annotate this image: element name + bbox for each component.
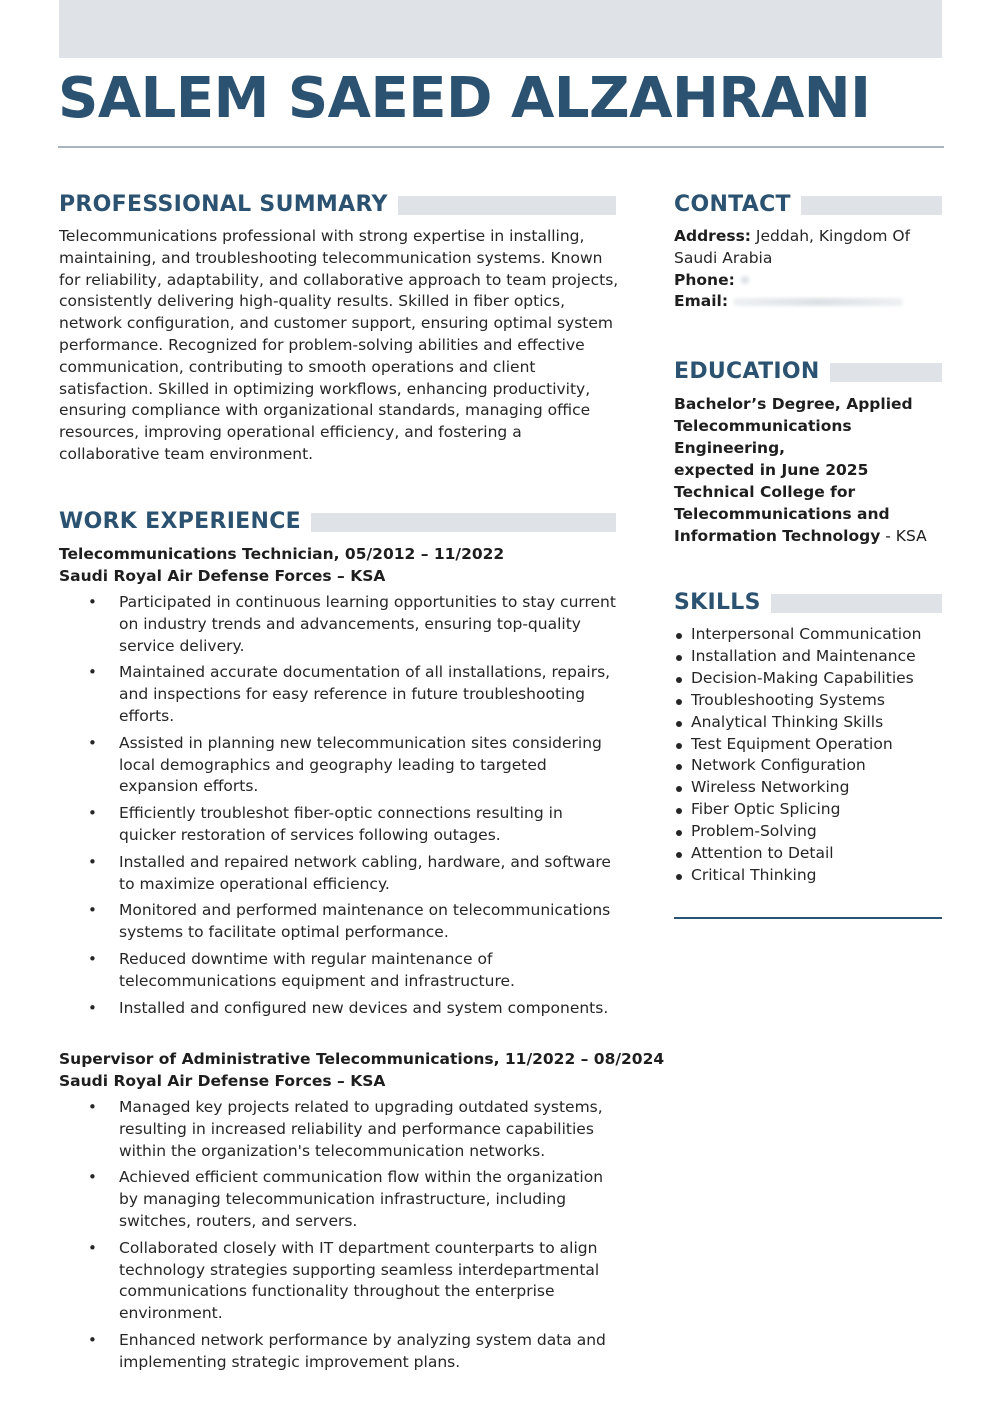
school-location: - KSA <box>880 527 927 545</box>
summary-line: for reliability, adaptability, and collaborative approach to team projects, <box>59 270 619 289</box>
bullet-dot: • <box>88 804 97 823</box>
school-line: Technical College for <box>674 483 856 501</box>
bullet-dot: • <box>88 1098 97 1116</box>
skill-item: Critical Thinking <box>674 865 942 887</box>
job-bullet <box>59 1238 619 1325</box>
summary-line: maintaining, and troubleshooting telecommunication systems. Known <box>59 248 603 267</box>
school-line: Telecommunications and <box>674 505 890 523</box>
job-bullet <box>59 1097 619 1162</box>
summary-line: collaborative team environment. <box>59 444 314 463</box>
bullet-line: Installed and configured new devices and system components. <box>119 998 609 1017</box>
bullet-line: and inspections for easy reference in future troubleshooting <box>119 685 586 704</box>
skill-item: Troubleshooting Systems <box>674 690 942 712</box>
contact-email <box>674 291 942 313</box>
bullet-dot: • <box>88 1238 97 1257</box>
job-bullet <box>59 1330 619 1374</box>
summary-line: resources, improving operational efficiency, and fostering a <box>59 423 522 442</box>
job-bullet <box>59 998 619 1020</box>
skills-list <box>674 624 942 887</box>
bullet-line: Enhanced network performance by analyzing system data and <box>119 1330 606 1349</box>
job-organization: Saudi Royal Air Defense Forces – KSA <box>59 1072 386 1090</box>
bullet-line: Managed key projects related to upgrading outdated systems, <box>119 1098 603 1116</box>
summary-line: consistently delivering high-quality results. Skilled in fiber optics, <box>59 292 566 311</box>
bullet-dot: • <box>88 949 97 968</box>
bullet-line: Participated in continuous learning opportunities to stay current <box>119 593 616 611</box>
bullet-line: by managing telecommunication infrastructure, including <box>119 1190 567 1209</box>
skills-heading <box>674 590 942 615</box>
education-heading <box>674 359 942 384</box>
degree-line: Telecommunications Engineering, <box>674 417 852 457</box>
address-value-line2: Saudi Arabia <box>674 248 773 267</box>
experience-heading-text: WORK EXPERIENCE <box>59 509 301 534</box>
bullet-dot: • <box>88 733 97 752</box>
bullet-line: on industry trends and advancements, ensuring top-quality <box>119 614 581 633</box>
summary-text <box>59 226 619 466</box>
summary-line: Telecommunications professional with strong expertise in installing, <box>59 227 585 245</box>
contact-block <box>674 226 942 313</box>
bullet-line: Installed and repaired network cabling, hardware, and software <box>119 852 611 871</box>
job-bullet <box>59 949 619 993</box>
skill-item: Interpersonal Communication <box>674 624 942 646</box>
skill-item: Wireless Networking <box>674 777 942 799</box>
job-2 <box>59 1048 665 1379</box>
summary-heading <box>59 192 616 217</box>
job-bullet <box>59 733 619 798</box>
bullet-line: Monitored and performed maintenance on telecommunications <box>119 901 611 920</box>
address-label: Address: <box>674 227 751 245</box>
bullet-dot: • <box>88 901 97 920</box>
school-name-end: Information Technology <box>674 527 881 545</box>
skill-item: Problem-Solving <box>674 821 942 843</box>
school-line-last <box>674 525 942 547</box>
skills-divider <box>674 917 942 919</box>
skill-item: Installation and Maintenance <box>674 646 942 668</box>
bullet-line: Achieved efficient communication flow within the organization <box>119 1168 604 1187</box>
skill-item: Network Configuration <box>674 755 942 777</box>
job-title: Telecommunications Technician, 05/2012 – 11/2022 <box>59 545 505 563</box>
summary-paragraph <box>59 226 619 466</box>
contact-heading <box>674 192 942 217</box>
bullet-line: communications functionality throughout the enterprise <box>119 1282 555 1301</box>
bullet-line: implementing strategic improvement plans. <box>119 1352 461 1371</box>
summary-line: performance. Recognized for problem-solving abilities and effective <box>59 335 585 354</box>
job-title: Supervisor of Administrative Telecommunications, 11/2022 – 08/2024 <box>59 1050 665 1068</box>
degree-line: Bachelor’s Degree, Applied <box>674 395 913 413</box>
name-divider <box>58 146 944 148</box>
contact-heading-text: CONTACT <box>674 192 791 217</box>
candidate-name: SALEM SAEED ALZAHRANI <box>58 66 871 131</box>
education-heading-text: EDUCATION <box>674 359 820 384</box>
skills-heading-bar <box>771 594 942 613</box>
bullet-dot: • <box>88 593 97 611</box>
summary-line: satisfaction. Skilled in optimizing workflows, enhancing productivity, <box>59 379 591 398</box>
bullet-line: resulting in increased reliability and performance capabilities <box>119 1119 594 1138</box>
bullet-line: environment. <box>119 1304 223 1323</box>
job-bullet <box>59 662 619 727</box>
experience-heading-bar <box>311 513 616 532</box>
summary-heading-bar <box>398 196 616 215</box>
bullet-line: switches, routers, and servers. <box>119 1211 358 1230</box>
address-value-line1: Jeddah, Kingdom Of <box>751 227 911 245</box>
bullet-dot: • <box>88 1168 97 1187</box>
phone-redacted <box>740 276 750 284</box>
header-band <box>59 0 942 58</box>
skills-block <box>674 624 942 887</box>
education-heading-bar <box>830 363 942 382</box>
bullet-line: Efficiently troubleshot fiber-optic connections resulting in <box>119 804 563 823</box>
summary-line: network configuration, and customer support, ensuring optimal system <box>59 314 614 333</box>
job-bullet <box>59 900 619 944</box>
skill-item: Fiber Optic Splicing <box>674 799 942 821</box>
summary-heading-text: PROFESSIONAL SUMMARY <box>59 192 388 217</box>
skills-heading-text: SKILLS <box>674 590 761 615</box>
bullet-line: Assisted in planning new telecommunication sites considering <box>119 733 602 752</box>
job-bullet-list <box>59 592 619 1019</box>
bullet-line: systems to facilitate optimal performance. <box>119 923 449 942</box>
job-bullet <box>59 852 619 896</box>
email-redacted <box>733 298 903 306</box>
bullet-line: within the organization's telecommunication networks. <box>119 1141 546 1160</box>
job-organization: Saudi Royal Air Defense Forces – KSA <box>59 567 386 585</box>
contact-heading-bar <box>801 196 942 215</box>
bullet-line: Reduced downtime with regular maintenance of <box>119 949 493 968</box>
job-1 <box>59 543 619 1024</box>
summary-line: communication, contributing to smooth operations and client <box>59 357 536 376</box>
bullet-line: efforts. <box>119 706 175 725</box>
contact-address <box>674 226 942 248</box>
bullet-dot: • <box>88 852 97 871</box>
education-degree <box>674 393 942 481</box>
job-bullet <box>59 803 619 847</box>
bullet-dot: • <box>88 1330 97 1349</box>
email-label: Email: <box>674 292 729 311</box>
bullet-line: to maximize operational efficiency. <box>119 874 390 893</box>
bullet-line: expansion efforts. <box>119 777 259 796</box>
job-bullet <box>59 592 619 657</box>
skill-item: Decision-Making Capabilities <box>674 668 942 690</box>
phone-label: Phone: <box>674 270 735 289</box>
job-bullet-list <box>59 1097 619 1374</box>
skill-item: Analytical Thinking Skills <box>674 712 942 734</box>
summary-line: ensuring compliance with organizational standards, managing office <box>59 401 591 420</box>
bullet-line: Collaborated closely with IT department counterparts to align <box>119 1238 598 1257</box>
bullet-line: local demographics and geography leading to targeted <box>119 755 547 774</box>
skill-item: Test Equipment Operation <box>674 734 942 756</box>
experience-heading <box>59 509 616 534</box>
skill-item: Attention to Detail <box>674 843 942 865</box>
bullet-line: telecommunications equipment and infrastructure. <box>119 971 515 990</box>
education-school <box>674 481 942 547</box>
bullet-line: service delivery. <box>119 636 245 655</box>
degree-line: expected in June 2025 <box>674 461 869 479</box>
bullet-line: Maintained accurate documentation of all installations, repairs, <box>119 663 611 682</box>
bullet-dot: • <box>88 663 97 682</box>
job-bullet <box>59 1167 619 1232</box>
bullet-dot: • <box>88 998 97 1017</box>
contact-phone <box>674 270 942 292</box>
bullet-line: quicker restoration of services following outages. <box>119 825 501 844</box>
bullet-line: technology strategies supporting seamless interdepartmental <box>119 1260 600 1279</box>
